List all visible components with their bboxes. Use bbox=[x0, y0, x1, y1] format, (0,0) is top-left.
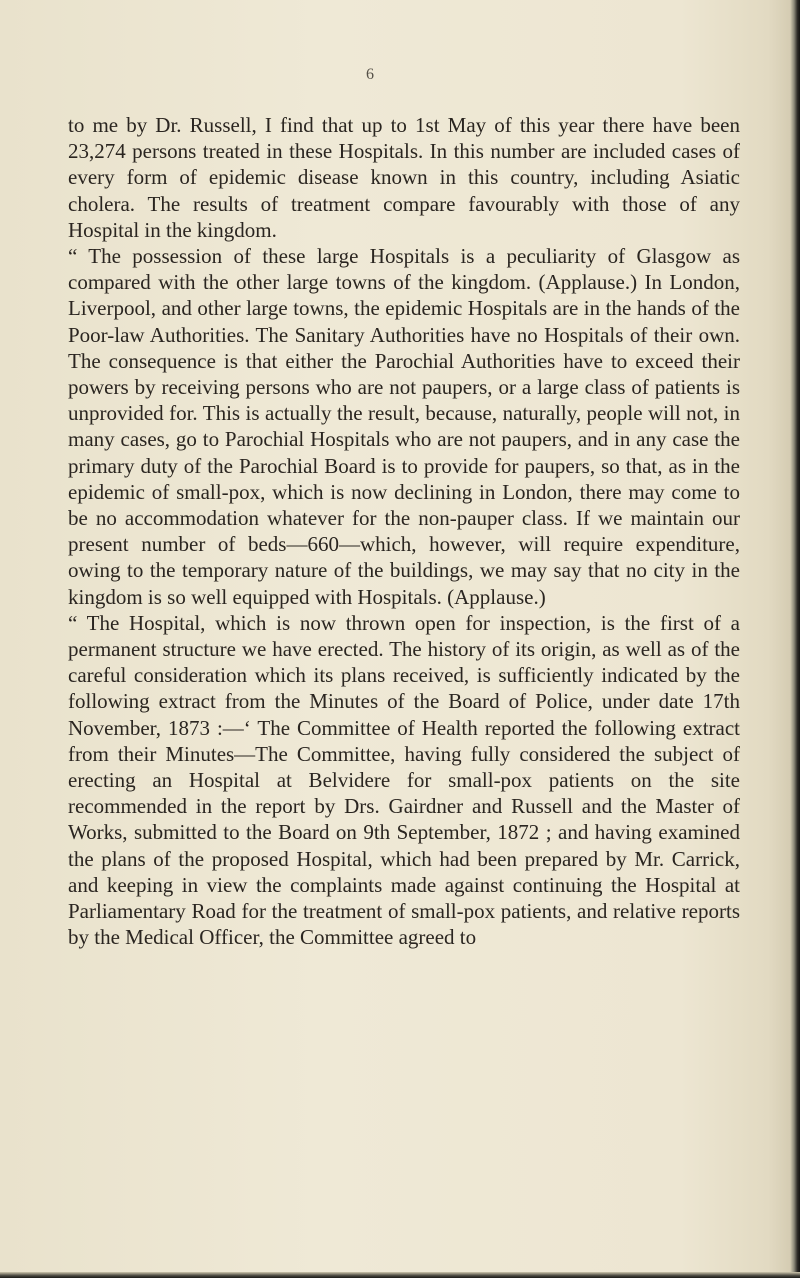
paragraph-1: to me by Dr. Russell, I find that up to 1st May of this year there have been 23,274 persons treated in these Hospitals. In this number are included cases of every form of epidemic disease known in this country, including Asiatic cholera. The results of treatment compare favourably with those of any Hospital in the kingdom. bbox=[68, 113, 740, 242]
page-bottom-edge bbox=[0, 1272, 800, 1278]
page-right-edge bbox=[790, 0, 800, 1278]
page-body-text bbox=[68, 112, 740, 951]
paragraph-3: “ The Hospital, which is now thrown open for inspection, is the first of a permanent structure we have erected. The history of its origin, as well as of the careful consideration which its plans received, is sufficiently indicated by the following extract from the Minutes of the Board of Police, under date 17th November, 1873 :—‘ The Committee of Health reported the following extract from their Minutes—The Committee, having fully considered the subject of erecting an Hospital at Belvidere for small-pox patients on the site recommended in the report by Drs. Gairdner and Russell and the Master of Works, submitted to the Board on 9th September, 1872 ; and having examined the plans of the proposed Hospital, which had been prepared by Mr. Carrick, and keeping in view the complaints made against continuing the Hospital at Parliamentary Road for the treatment of small-pox patients, and relative reports by the Medical Officer, the Committee agreed to bbox=[68, 610, 740, 950]
paragraph-2: “ The possession of these large Hospitals is a peculiarity of Glasgow as compared with the other large towns of the kingdom. (Applause.) In London, Liverpool, and other large towns, the epidemic Hospitals are in the hands of the Poor-law Authorities. The Sanitary Authorities have no Hospitals of their own. The consequence is that either the Parochial Authorities have to exceed their powers by receiving persons who are not paupers, or a large class of patients is unprovided for. This is actually the result, because, naturally, people will not, in many cases, go to Parochial Hospitals who are not paupers, and in any case the primary duty of the Parochial Board is to provide for paupers, so that, as in the epidemic of small-pox, which is now declining in London, there may come to be no accommodation whatever for the non-pauper class. If we maintain our present number of beds—660—which, however, will require expenditure, owing to the temporary nature of the buildings, we may say that no city in the kingdom is so well equipped with Hospitals. (Applause.) bbox=[68, 244, 740, 609]
page-number: 6 bbox=[366, 66, 374, 83]
